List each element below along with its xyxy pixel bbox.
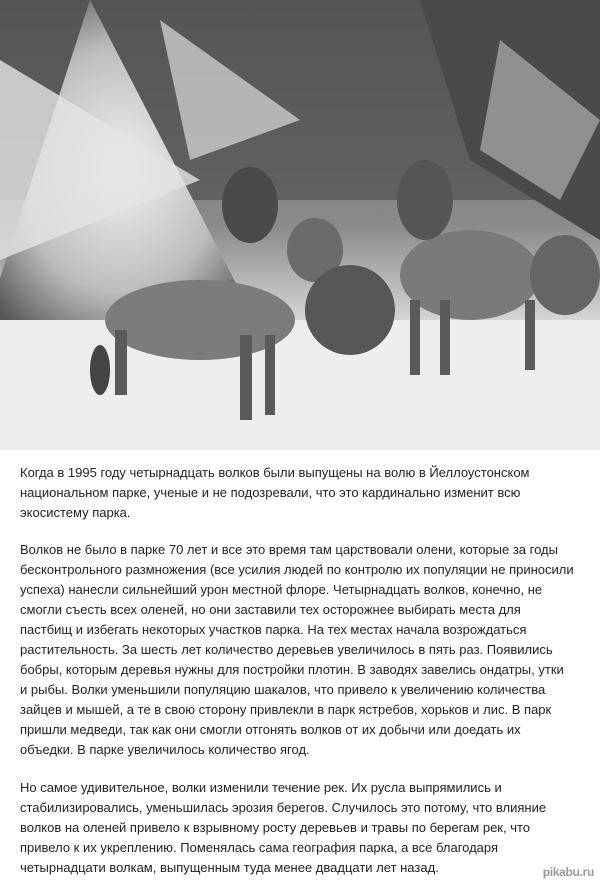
article-paragraph: [20, 463, 590, 523]
text-line: Но самое удивительное, волки изменили течение рек. Их русла выпрямились и: [20, 780, 502, 795]
text-line: и рыбы. Волки уменьшили популяцию шакалов, что привело к увеличению количества: [20, 682, 546, 697]
text-line: бобры, которым деревья нужны для постройки плотин. В заводях завелись ондатры, утки: [20, 662, 564, 677]
article-paragraph: [20, 540, 590, 760]
article-paragraph: [20, 778, 590, 878]
text-line: пришли медведи, так как они смогли отгонять волков от их добычи или доедать их: [20, 722, 521, 737]
text-line: четырнадцати волкам, выпущенным туда менее двадцати лет назад.: [20, 860, 439, 875]
text-line: волков на оленей привело к взрывному росту деревьев и травы по берегам рек, что: [20, 820, 531, 835]
text-line: стабилизировались, уменьшилась эрозия берегов. Случилось это потому, что влияние: [20, 800, 547, 815]
article-text: [20, 463, 590, 895]
text-line: растительность. За шесть лет количество деревьев увеличилось в пять раз. Появились: [20, 642, 553, 657]
text-line: Волков не было в парке 70 лет и все это время там царствовали олени, которые за годы: [20, 542, 558, 557]
pikabu-watermark: pikabu.ru: [542, 865, 594, 879]
text-line: объедки. В парке увеличилось количество ягод.: [20, 742, 310, 757]
text-line: смогли съесть всех оленей, но они заставили тех осторожнее выбирать места для: [20, 602, 521, 617]
text-line: зайцев и мышей, а те в свою сторону привлекли в парк ястребов, хорьков и лис. В парк: [20, 702, 552, 717]
text-line: успеха) нанесли сильнейший урон местной флоре. Четырнадцать волков, конечно, не: [20, 582, 543, 597]
text-line: экосистему парка.: [20, 505, 131, 520]
text-line: Когда в 1995 году четырнадцать волков были выпущены на волю в Йеллоустонском: [20, 465, 530, 480]
text-line: национальном парке, ученые и не подозревали, что это кардинально изменит всю: [20, 485, 521, 500]
text-line: бесконтрольного размножения (все усилия людей по контролю их популяции не приносили: [20, 562, 574, 577]
text-line: пастбищ и избегать некоторых участков парка. На тех местах начала возрождаться: [20, 622, 527, 637]
text-line: привело к их укреплению. Поменялась сама география парка, а все благодаря: [20, 840, 499, 855]
